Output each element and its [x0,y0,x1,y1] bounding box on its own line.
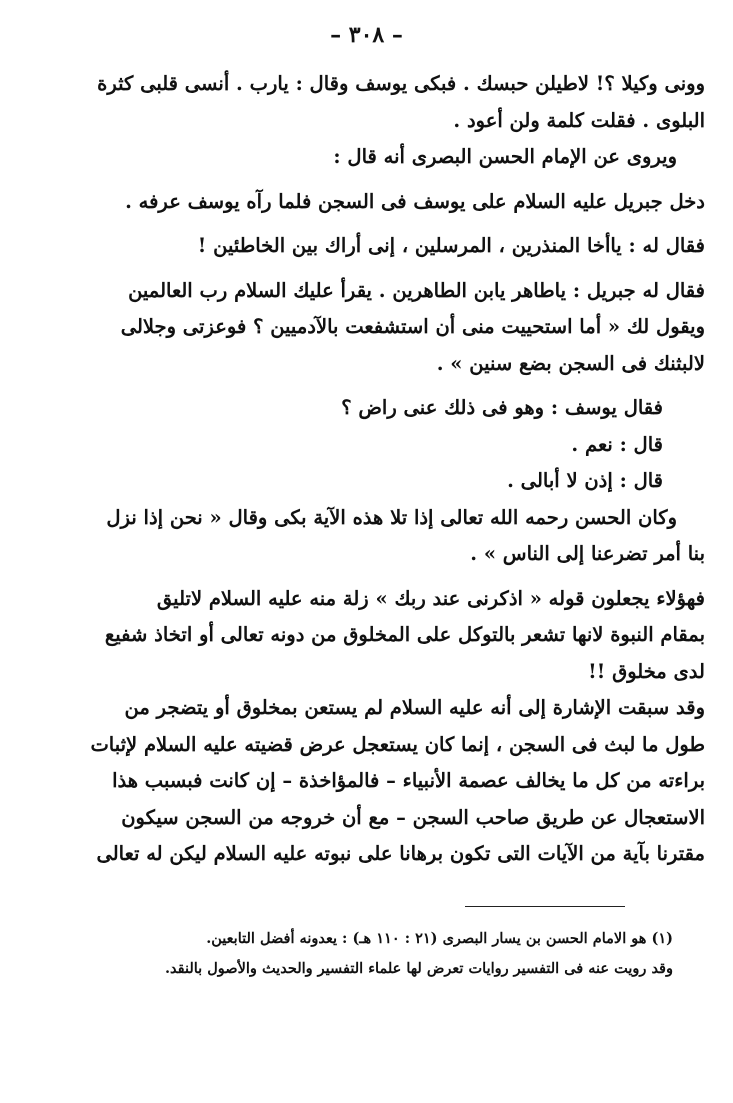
page-number: – ٣٠٨ – [330,22,403,48]
text-line: فقال له : ياأخا المنذرين ، المرسلين ، إنى أراك بين الخاطئين ! [197,234,705,257]
text-line: طول ما لبث فى السجن ، إنما كان يستعجل عرض قضيته عليه السلام لإثبات [90,732,705,756]
text-line: بمقام النبوة لانها تشعر بالتوكل على المخلوق من دونه تعالى أو اتخاذ شفيع [104,623,705,646]
footnotes [61,924,673,984]
main-text [33,66,705,873]
text-line: دخل جبريل عليه السلام على يوسف فى السجن فلما رآه يوسف عرفه . [125,189,705,213]
text-line: ويروى عن الإمام الحسن البصرى أنه قال : [333,145,677,168]
text-line: لالبثنك فى السجن بضع سنين » . [436,351,705,375]
text-line: البلوى . فقلت كلمة ولن أعود . [453,108,705,132]
text-line: الاستعجال عن طريق صاحب السجن – مع أن خروجه من السجن سيكون [121,805,705,829]
text-line: بنا أمر تضرعنا إلى الناس » . [470,542,705,565]
text-line: فقال يوسف : وهو فى ذلك عنى راض ؟ [341,396,663,419]
text-line: براءته من كل ما يخالف عصمة الأنبياء – فالمؤاخذة – إن كانت فبسبب هذا [112,769,705,792]
text-line: وكان الحسن رحمه الله تعالى إذا تلا هذه الآية بكى وقال « نحن إذا نزل [106,505,677,529]
text-line: قال : نعم . [571,432,663,456]
footnote-divider [465,906,625,907]
text-line: ويقول لك « أما استحييت منى أن استشفعت بالآدميين ؟ فوعزتى وجلالى [120,315,705,338]
text-line: مقترنا بآية من الآيات التى تكون برهانا على نبوته عليه السلام ليكن له تعالى [96,842,705,865]
text-line: وقد سبقت الإشارة إلى أنه عليه السلام لم يستعن بمخلوق أو يتضجر من [124,696,705,719]
text-line: فقال له جبريل : ياطاهر يابن الطاهرين . يقرأ عليك السلام رب العالمين [128,278,705,302]
footnote-line: (١) هو الامام الحسن بن يسار البصرى (٢١ : ١١٠ هـ) : يعدونه أفضل التابعين. [206,930,673,947]
text-line: لدى مخلوق !! [588,659,705,683]
text-line: قال : إذن لا أبالى . [507,469,663,492]
text-line: وونى وكيلا ؟! لاطيلن حبسك . فبكى يوسف وقال : يارب . أنسى قلبى كثرة [97,72,705,95]
text-line: فهؤلاء يجعلون قوله « اذكرنى عند ربك » زلة منه عليه السلام لاتليق [156,586,705,610]
footnote-line: وقد رويت عنه فى التفسير روايات تعرض لها علماء التفسير والحديث والأصول بالنقد. [164,960,673,977]
